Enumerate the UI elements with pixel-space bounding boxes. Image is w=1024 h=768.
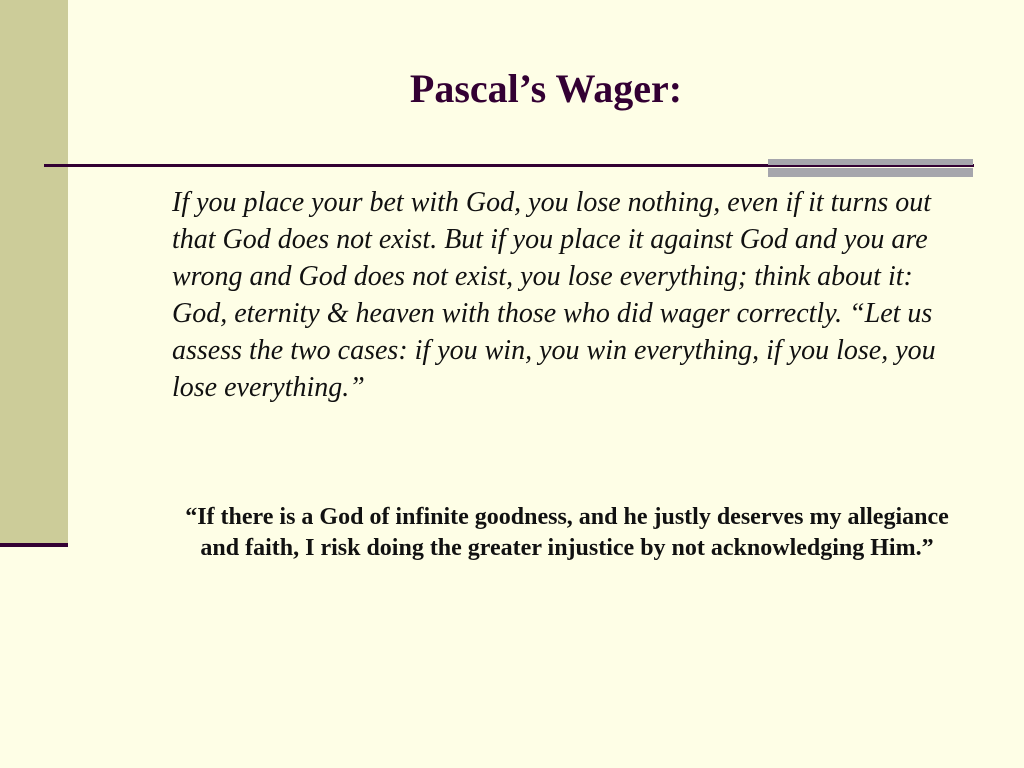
divider-accent-bar-bottom	[768, 168, 973, 177]
quote-paragraph: “If there is a God of infinite goodness, and he justly deserves my allegiance and faith, I risk doing the greater injustice by not acknowledging Him.”	[185, 504, 949, 561]
left-decorative-bar	[0, 0, 68, 544]
divider-accent-bar-top	[768, 159, 973, 165]
body-paragraph: If you place your bet with God, you lose nothing, even if it turns out that God does not exist. But if you place it against God and you are wrong and God does not exist, you lose everything; think about it: God, eternity & heaven with those who did wager correctly. “Let us assess the two cases: if you win, you win everything, if you lose, you lose everything.”	[172, 187, 936, 403]
left-bar-underline	[0, 543, 68, 547]
slide-title: Pascal’s Wager:	[409, 65, 683, 111]
